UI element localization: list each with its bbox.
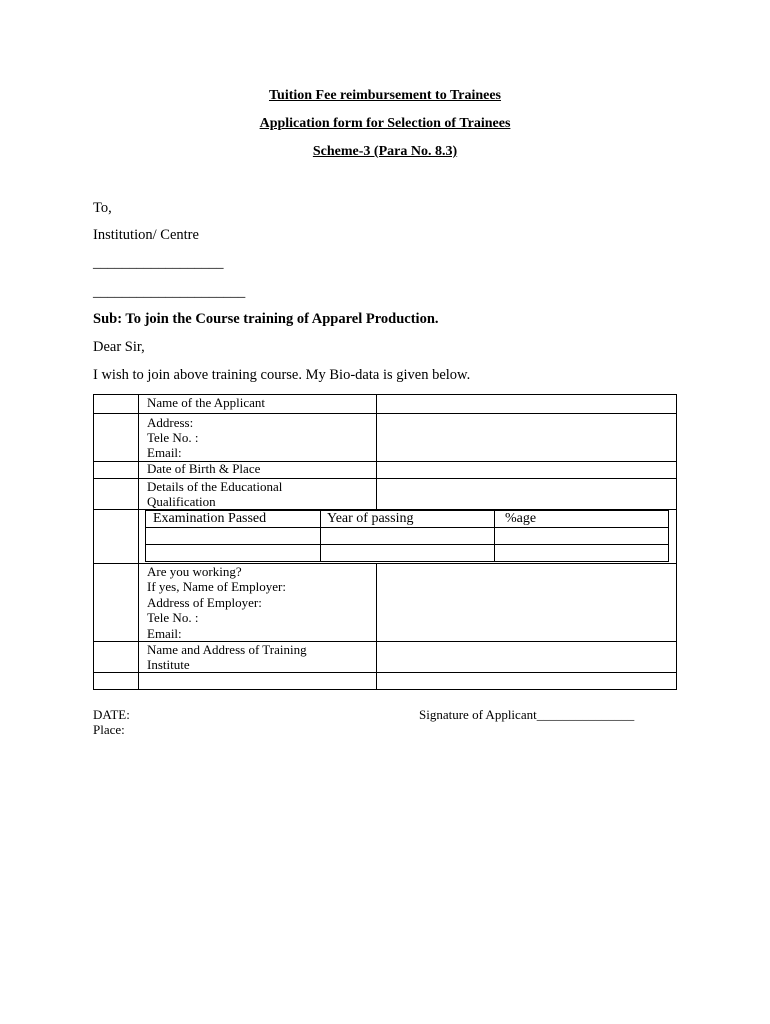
employer-email-label: Email: (147, 626, 182, 641)
form-title: Tuition Fee reimbursement to Trainees (268, 88, 502, 103)
employer-tele-label: Tele No. : (147, 610, 199, 625)
date-label: DATE: (93, 707, 130, 722)
employer-address-label: Address of Employer: (147, 595, 262, 610)
institution-label: Institution/ Centre (93, 227, 199, 243)
dob-label: Date of Birth & Place (147, 461, 261, 476)
employment-field[interactable] (376, 563, 676, 641)
place-label: Place: (93, 722, 125, 737)
year-of-passing-header: Year of passing (327, 511, 414, 526)
address-label: Address: (147, 415, 194, 430)
to-label: To, (93, 200, 112, 216)
salutation: Dear Sir, (93, 339, 145, 355)
dob-field[interactable] (376, 461, 676, 478)
applicant-name-field[interactable] (376, 394, 676, 413)
email-label: Email: (147, 445, 182, 460)
intro-text: I wish to join above training course. My Bio-data is given below. (93, 367, 471, 383)
scheme-title: Scheme-3 (Para No. 8.3) (312, 144, 458, 159)
employer-name-label: If yes, Name of Employer: (147, 579, 286, 594)
tele-label: Tele No. : (147, 430, 199, 445)
percentage-header: %age (505, 511, 537, 526)
education-label-line-2: Qualification (147, 494, 216, 509)
form-subtitle: Application form for Selection of Trainees (259, 116, 511, 131)
institute-label-line-1: Name and Address of Training (147, 642, 307, 657)
education-label-line-1: Details of the Educational (147, 479, 283, 494)
institute-label-line-2: Institute (147, 657, 190, 672)
institute-field[interactable] (376, 641, 676, 672)
signature-line[interactable]: Signature of Applicant_______________ (419, 707, 635, 722)
exam-passed-header: Examination Passed (153, 511, 267, 526)
working-label: Are you working? (147, 564, 242, 579)
institution-blank-line-2[interactable]: _____________________ (93, 284, 246, 300)
institution-blank-line-1[interactable]: __________________ (93, 255, 224, 271)
address-field[interactable] (376, 413, 676, 461)
applicant-name-label: Name of the Applicant (147, 395, 266, 410)
subject-line: Sub: To join the Course training of Apparel Production. (93, 311, 439, 327)
